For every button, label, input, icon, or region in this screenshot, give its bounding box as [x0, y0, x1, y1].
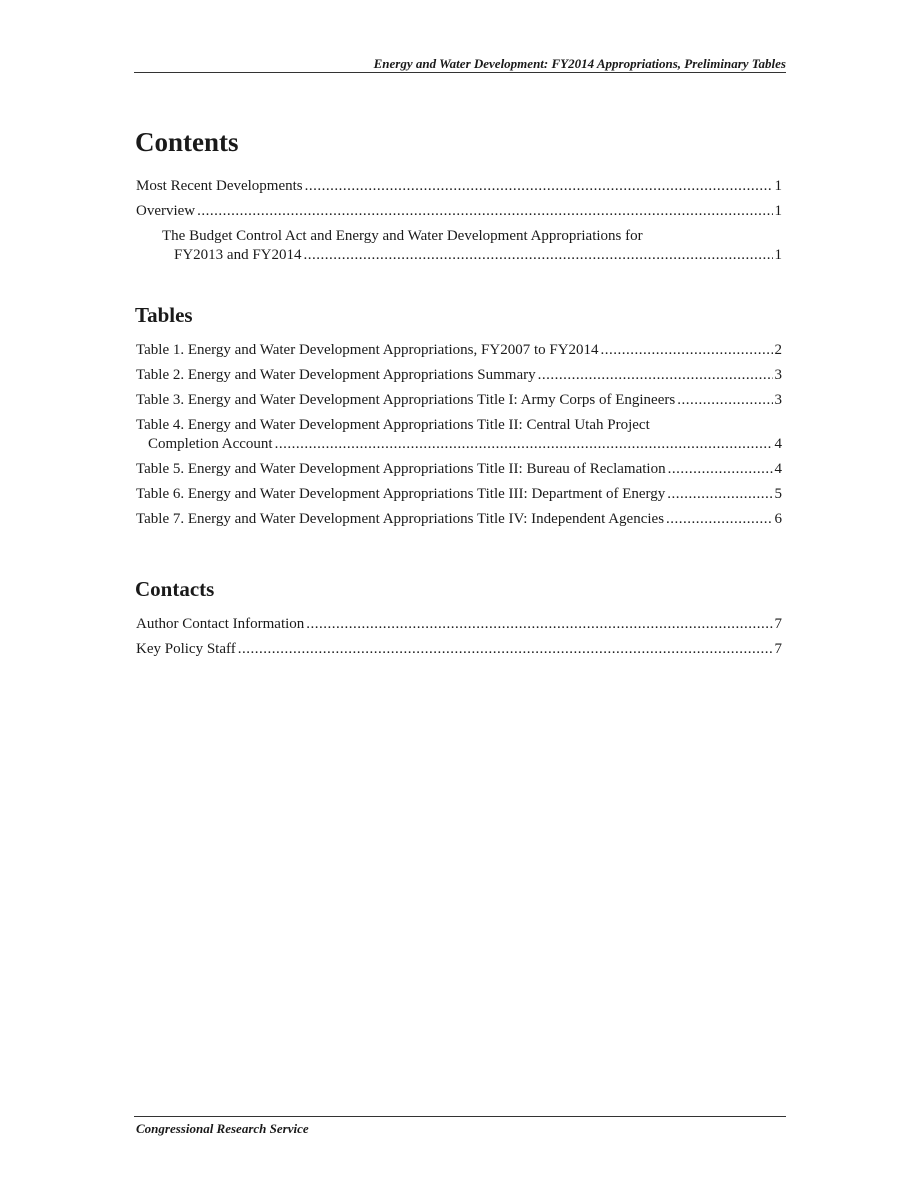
- toc-entry-title: Table 4. Energy and Water Development Appropriations Title II: Central Utah Project: [136, 417, 650, 433]
- toc-entry-table-5[interactable]: [136, 460, 782, 479]
- toc-entry-most-recent-developments[interactable]: [136, 177, 782, 196]
- toc-entry-budget-control-act[interactable]: [136, 227, 782, 265]
- contacts-list: [136, 615, 782, 665]
- tables-list: [136, 341, 782, 535]
- toc-entry-table-7[interactable]: [136, 510, 782, 529]
- header-divider: [134, 72, 786, 73]
- toc-entry-title: Key Policy Staff: [136, 641, 236, 657]
- toc-entry-table-6[interactable]: [136, 485, 782, 504]
- running-header: Energy and Water Development: FY2014 Appropriations, Preliminary Tables: [373, 56, 786, 71]
- toc-entry-title-continued: FY2013 and FY2014: [174, 247, 302, 263]
- dot-leader: [666, 510, 772, 529]
- dot-leader: [304, 246, 773, 265]
- dot-leader: [275, 435, 773, 454]
- toc-entry-table-2[interactable]: [136, 366, 782, 385]
- footer-divider: [134, 1116, 786, 1117]
- footer: Congressional Research Service: [136, 1121, 309, 1136]
- toc-entry-title: Table 3. Energy and Water Development Appropriations Title I: Army Corps of Engineers: [136, 392, 676, 408]
- dot-leader: [668, 460, 773, 479]
- toc-page-number: 3: [774, 367, 782, 383]
- toc-entry-key-policy-staff[interactable]: [136, 640, 782, 659]
- contents-list: [136, 177, 782, 271]
- toc-entry-title: The Budget Control Act and Energy and Water Development Appropriations for: [162, 228, 643, 244]
- dot-leader: [306, 615, 772, 634]
- toc-entry-title: Author Contact Information: [136, 616, 305, 632]
- toc-entry-overview[interactable]: [136, 202, 782, 221]
- toc-entry-table-1[interactable]: [136, 341, 782, 360]
- toc-page-number: 6: [774, 511, 782, 527]
- toc-page-number: 3: [774, 392, 782, 408]
- dot-leader: [538, 366, 773, 385]
- toc-entry-title: Table 6. Energy and Water Development Appropriations Title III: Department of Energy: [136, 486, 666, 502]
- toc-entry-title: Overview: [136, 203, 196, 219]
- toc-entry-table-3[interactable]: [136, 391, 782, 410]
- toc-page-number: 5: [774, 486, 782, 502]
- toc-entry-title: Table 5. Energy and Water Development Appropriations Title II: Bureau of Reclamation: [136, 461, 666, 477]
- toc-page-number: 7: [774, 641, 782, 657]
- dot-leader: [305, 177, 773, 196]
- toc-page-number: 4: [774, 461, 782, 477]
- toc-page-number: 7: [774, 616, 782, 632]
- toc-page-number: 1: [774, 203, 782, 219]
- contents-heading: Contents: [135, 127, 239, 157]
- toc-page-number: 2: [774, 342, 782, 358]
- toc-entry-title-continued: Completion Account: [148, 436, 273, 452]
- toc-entry-title: Table 1. Energy and Water Development Appropriations, FY2007 to FY2014: [136, 342, 599, 358]
- dot-leader: [601, 341, 773, 360]
- toc-entry-title: Table 2. Energy and Water Development Appropriations Summary: [136, 367, 536, 383]
- toc-entry-author-contact-information[interactable]: [136, 615, 782, 634]
- toc-page-number: 1: [774, 247, 782, 263]
- toc-entry-table-4[interactable]: [136, 416, 782, 454]
- dot-leader: [677, 391, 772, 410]
- tables-heading: Tables: [135, 303, 193, 327]
- toc-entry-title: Most Recent Developments: [136, 178, 303, 194]
- dot-leader: [238, 640, 773, 659]
- contacts-heading: Contacts: [135, 577, 215, 601]
- toc-page-number: 1: [774, 178, 782, 194]
- dot-leader: [197, 202, 772, 221]
- dot-leader: [667, 485, 772, 504]
- toc-entry-title: Table 7. Energy and Water Development Appropriations Title IV: Independent Agencies: [136, 511, 665, 527]
- toc-page-number: 4: [774, 436, 782, 452]
